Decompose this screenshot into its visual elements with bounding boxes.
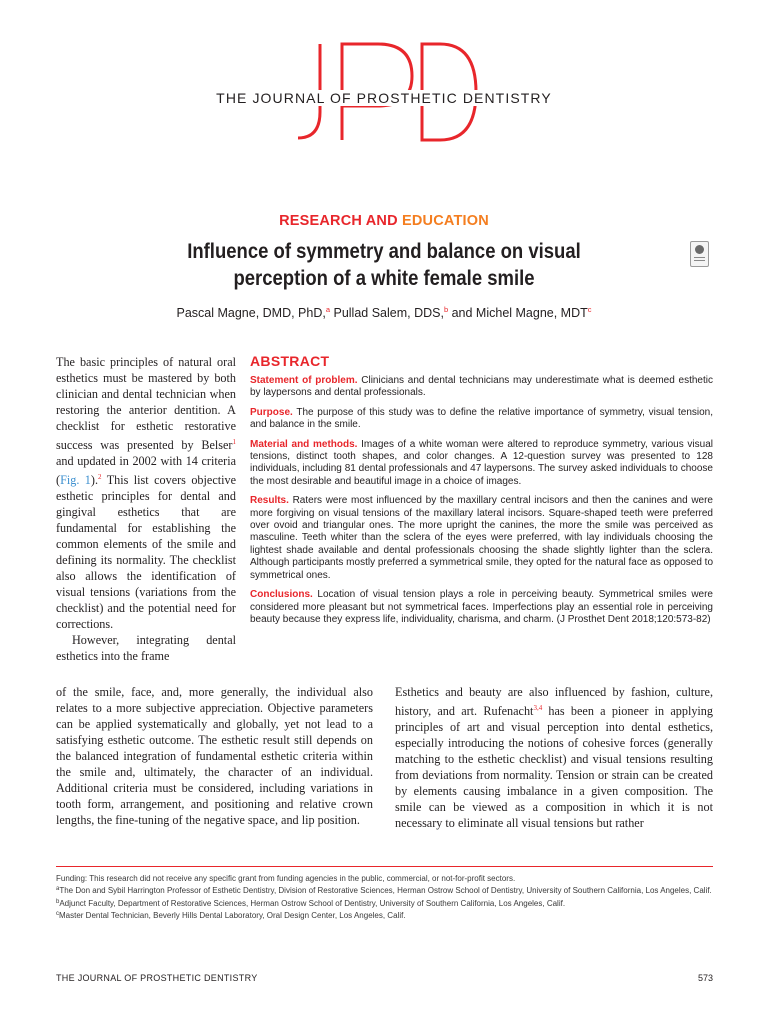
footer-journal-name: THE JOURNAL OF PROSTHETIC DENTISTRY [56,973,258,983]
footnote-divider [56,866,713,867]
author-list [0,305,768,320]
affiliation-b: $^b$Adjunct Faculty, Department of Restorative Sciences, Herman Ostrow School of Dentistry, University of Southern California, Los Angeles, Calif. [56,898,566,908]
abstract-conclusions: Conclusions. Location of visual tension plays a role in perceiving beauty. Symmetrical smiles were considered more pleasant but not symmetrical faces. Imperfections play an essential role in perceiving beauty because they express life, individuality, charisma, and charm. (J Prosthet Dent 2018;120:573-82) [250,589,713,625]
abstract-heading: ABSTRACT [250,353,330,369]
author-3: and Michel Magne, MDT [448,306,588,320]
masthead [0,0,768,200]
article-title: Influence of symmetry and balance on visual perception of a white female smile [187,239,581,290]
abstract-methods: Material and methods. Images of a white woman were altered to reproduce symmetry, various visual tensions, distinct tooth shapes, and color changes. A 12-question survey was presented to 128 individuals, including 81 dental professionals and 47 laypersons. The survey asked individuals to choose the most desirable and beautiful image in a choice of images. [250,438,713,487]
intro-paragraph: The basic principles of natural oral esthetics must be mastered by both clinician and dental technician when restoring the anterior dentition. A checklist for esthetic restorative success was presented by Belser$^1$ and updated in 2002 with 14 criteria (Fig. 1).$^2$ This list covers objective esthetic principles for dental and gingival esthetics that are fundamental for establishing the common elements of the smile and defining its normality. The checklist also allows the identification of visual tensions (variations from the checklist) and the potential need for corrections. [56,355,236,631]
abstract-purpose: Purpose. The purpose of this study was to define the relative importance of symmetry, visual tension, and balance in the smile. [250,406,713,431]
body-column-left: of the smile, face, and, more generally, the individual also relates to a more subjective appreciation. Objective parameters can be applied systematically and globally, yet not lead to a satisfying esthetic outcome. The esthetic result still depends on the balanced integration of fundamental esthetic criteria within the smile and, ultimately, the character of an individual. Additional criteria must be considered, including variations in tooth form, arrangement, and positioning and relative crown lengths, the fine-tuning of the negative space, and lip position. [56,685,373,827]
citation-ref[interactable]: 1 [232,438,236,446]
affiliation-a: $^a$The Don and Sybil Harrington Professor of Esthetic Dentistry, Division of Restorative Sciences, Herman Ostrow School of Dentistry, University of Southern California, Los Angeles, Calif. [56,886,712,896]
check-for-updates-icon[interactable] [690,241,709,267]
logo-letters: JPD [290,29,317,46]
author-1: Pascal Magne, DMD, PhD, [176,306,326,320]
affiliation-c: $^c$Master Dental Technician, Beverly Hills Dental Laboratory, Oral Design Center, Los Angeles, Calif. [56,910,406,920]
intro-paragraph-2: However, integrating dental esthetics into the frame [56,633,236,663]
author-2: Pullad Salem, DDS, [330,306,444,320]
page-number: 573 [697,973,713,983]
abstract-statement-of-problem: Statement of problem. Clinicians and dental technicians may underestimate what is deemed esthetic by laypersons and dental professionals. [250,375,713,399]
abstract-results: Results. Raters were most influenced by the maxillary central incisors and then the canines and were more forgiving on visual tensions of the maxillary lateral incisors. Square-shaped teeth were preferred over ovoid and triangular ones. The more upright the canines, the more the smile was perceived as masculine. Teeth whiter than the sclera of the eyes were preferred, with lay individuals choosing the lightest shade available and dental professionals choosing the shade slightly lighter than the sclera. Although participants mostly preferred a symmetrical smile, they opted for the natural face as opposed to symmetrical ones. [250,495,714,581]
figure-link[interactable]: Fig. 1 [60,473,91,487]
affiliation-mark[interactable]: a [325,305,331,314]
section-label: RESEARCH AND EDUCATION [279,213,489,229]
abstract [250,353,713,633]
funding-note: Funding: This research did not receive any specific grant from funding agencies in the public, commercial, or not-for-profit sectors. [56,874,516,883]
body-column-right: Esthetics and beauty are also influenced by fashion, culture, history, and art. Rufenacht$^{3,4}$ has been a pioneer in applying principles of art and visual perception into dental esthetics, especially introducing the notions of cohesive forces (generally matching to the esthetic checklist) and visual tensions resulting from deviations from normality. Tension or strain can be created by elements causing imbalance in a given composition. The smile can be viewed as a composition in which it is not necessary to eliminate all visual tensions but rather [395,685,713,830]
journal-name: THE JOURNAL OF PROSTHETIC DENTISTRY [0,90,768,106]
footnotes [56,873,716,921]
intro-left-column [56,354,236,664]
citation-ref[interactable]: 2 [98,473,102,481]
affiliation-mark[interactable]: b [443,305,449,314]
citation-ref[interactable]: 3,4 [533,704,543,712]
affiliation-mark[interactable]: c [587,305,592,314]
